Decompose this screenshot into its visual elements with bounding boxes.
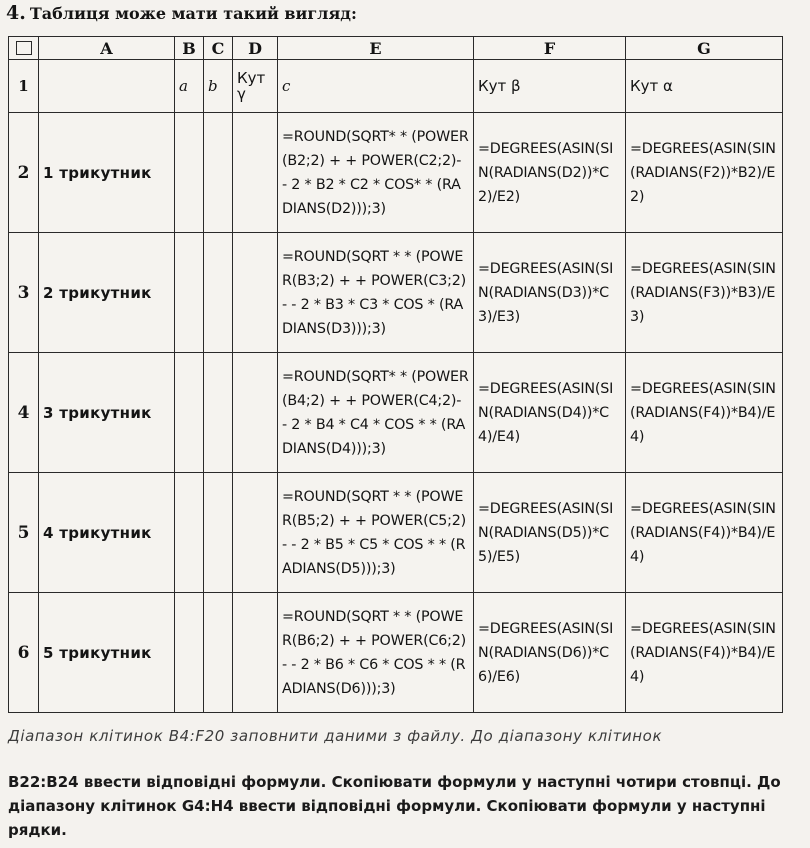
beta-formula-cell[interactable]: =DEGREES(ASIN(SIN(RADIANS(D6))*C6)/E6) (474, 593, 626, 713)
triangle-label-cell[interactable]: 3 трикутник (39, 353, 175, 473)
beta-formula-cell[interactable]: =DEGREES(ASIN(SIN(RADIANS(D4))*C4)/E4) (474, 353, 626, 473)
row-header[interactable]: 3 (9, 233, 39, 353)
task-title: Таблиця може мати такий вигляд: (29, 4, 357, 23)
column-header-row (9, 37, 783, 60)
cell-f1[interactable]: Кут β (474, 60, 626, 113)
table-row (9, 593, 783, 713)
cell-b[interactable] (175, 593, 204, 713)
cell-c[interactable] (204, 233, 233, 353)
cell-d[interactable] (233, 233, 278, 353)
cell-c[interactable] (204, 353, 233, 473)
row-header[interactable]: 2 (9, 113, 39, 233)
column-header-b[interactable]: B (175, 37, 204, 60)
side-c-formula-cell[interactable]: =ROUND(SQRT * * (POWER(B3;2) + + POWER(C3;2)- - 2 * B3 * C3 * COS * (RADIANS(D3)));3) (278, 233, 474, 353)
task-number: 4. (6, 2, 26, 24)
side-c-formula-cell[interactable]: =ROUND(SQRT * * (POWER(B6;2) + + POWER(C6;2) - - 2 * B6 * C6 * COS * * (RADIANS(D6)));3) (278, 593, 474, 713)
cell-b1[interactable]: a (175, 60, 204, 113)
column-header-f[interactable]: F (474, 37, 626, 60)
alpha-formula-cell[interactable]: =DEGREES(ASIN(SIN(RADIANS(F4))*B4)/E4) (626, 593, 783, 713)
alpha-formula-cell[interactable]: =DEGREES(ASIN(SIN(RADIANS(F4))*B4)/E4) (626, 353, 783, 473)
column-header-e[interactable]: E (278, 37, 474, 60)
table-row (9, 353, 783, 473)
cell-b[interactable] (175, 233, 204, 353)
select-all-corner[interactable] (9, 37, 39, 60)
column-header-g[interactable]: G (626, 37, 783, 60)
cell-c[interactable] (204, 113, 233, 233)
cell-d1[interactable]: Кут γ (233, 60, 278, 113)
cell-b[interactable] (175, 113, 204, 233)
cell-b[interactable] (175, 473, 204, 593)
alpha-formula-cell[interactable]: =DEGREES(ASIN(SIN(RADIANS(F4))*B4)/E4) (626, 473, 783, 593)
column-header-d[interactable]: D (233, 37, 278, 60)
header-data-row (9, 60, 783, 113)
cell-d[interactable] (233, 593, 278, 713)
cell-c1[interactable]: b (204, 60, 233, 113)
side-c-formula-cell[interactable]: =ROUND(SQRT* * (POWER(B2;2) + + POWER(C2;2)- - 2 * B2 * C2 * COS* * (RADIANS(D2)));3) (278, 113, 474, 233)
spreadsheet-table (8, 36, 783, 713)
alpha-formula-cell[interactable]: =DEGREES(ASIN(SIN(RADIANS(F3))*B3)/E3) (626, 233, 783, 353)
instructions-line-1: Діапазон клітинок B4:F20 заповнити даними з файлу. До діапазону клітинок (8, 727, 663, 745)
table-row (9, 233, 783, 353)
cell-d[interactable] (233, 113, 278, 233)
alpha-formula-cell[interactable]: =DEGREES(ASIN(SIN(RADIANS(F2))*B2)/E2) (626, 113, 783, 233)
instructions-paragraph: B22:B24 ввести відповідні формули. Скопіювати формули у наступні чотири стовпці. До діапазону клітинок G4:H4 ввести відповідні формули. Скопіювати формули у наступні рядки. (8, 773, 781, 839)
cell-c[interactable] (204, 593, 233, 713)
triangle-label-cell[interactable]: 4 трикутник (39, 473, 175, 593)
task-heading (6, 2, 357, 24)
beta-formula-cell[interactable]: =DEGREES(ASIN(SIN(RADIANS(D3))*C3)/E3) (474, 233, 626, 353)
select-all-icon (16, 41, 32, 55)
column-header-a[interactable]: A (39, 37, 175, 60)
cell-d[interactable] (233, 473, 278, 593)
beta-formula-cell[interactable]: =DEGREES(ASIN(SIN(RADIANS(D5))*C5)/E5) (474, 473, 626, 593)
triangle-label-cell[interactable]: 2 трикутник (39, 233, 175, 353)
table-row (9, 113, 783, 233)
side-c-formula-cell[interactable]: =ROUND(SQRT * * (POWER(B5;2) + + POWER(C5;2) - - 2 * B5 * C5 * COS * * (RADIANS(D5)));3) (278, 473, 474, 593)
beta-formula-cell[interactable]: =DEGREES(ASIN(SIN(RADIANS(D2))*C2)/E2) (474, 113, 626, 233)
row-header[interactable]: 6 (9, 593, 39, 713)
column-header-c[interactable]: C (204, 37, 233, 60)
row-header-1[interactable]: 1 (9, 60, 39, 113)
triangle-label-cell[interactable]: 5 трикутник (39, 593, 175, 713)
cell-a1[interactable] (39, 60, 175, 113)
row-header[interactable]: 5 (9, 473, 39, 593)
triangle-label-cell[interactable]: 1 трикутник (39, 113, 175, 233)
cell-e1[interactable]: c (278, 60, 474, 113)
cell-g1[interactable]: Кут α (626, 60, 783, 113)
side-c-formula-cell[interactable]: =ROUND(SQRT* * (POWER(B4;2) + + POWER(C4;2)- - 2 * B4 * C4 * COS * * (RADIANS(D4)));3) (278, 353, 474, 473)
cell-d[interactable] (233, 353, 278, 473)
table-row (9, 473, 783, 593)
row-header[interactable]: 4 (9, 353, 39, 473)
cell-b[interactable] (175, 353, 204, 473)
cell-c[interactable] (204, 473, 233, 593)
